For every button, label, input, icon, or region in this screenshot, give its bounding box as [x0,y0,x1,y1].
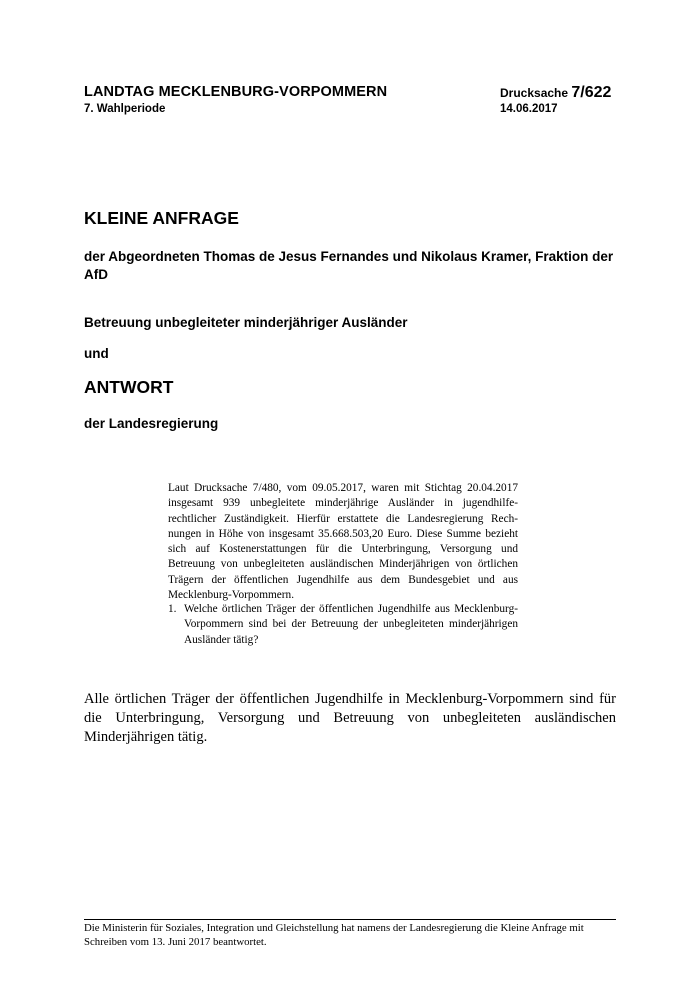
question-text: Welche örtlichen Träger der öffentlichen Jugendhilfe aus Mecklenburg-Vorpommern sind bei der Betreuung der unbegleiteten minderjährigen Ausländer tätig? [184,603,518,646]
answer-title: ANTWORT [84,377,174,397]
answer-by-line: der Landesregierung [84,416,219,431]
question-number: 1. [168,603,177,615]
footer-note: Die Ministerin für Soziales, Integration und Gleichstellung hat namens der Landesregierung die Kleine Anfrage mit Schreiben vom 13. Juni 2017 beantwortet. [84,922,584,948]
document-header-right [500,84,611,115]
legislative-period: 7. Wahlperiode [84,103,166,115]
drucksache-line [500,84,611,102]
document-header-left [84,84,387,115]
document-type-title: KLEINE ANFRAGE [84,208,239,228]
drucksache-number: 7/622 [571,84,612,101]
document-date: 14.06.2017 [500,103,558,115]
question-item [168,602,518,648]
footer-divider [84,919,616,920]
subject-line: Betreuung unbegleiteter minderjähriger Ausländer [84,315,408,330]
connector-text: und [84,346,109,361]
question-preamble: Laut Drucksache 7/480, vom 09.05.2017, waren mit Stichtag 20.04.2017 insgesamt 939 unbegleitete minderjährige Ausländer in jugendhilfe-rechtlicher Zuständigkeit. Hierfür erstattete die Landesregierung Rech-nungen in Höhe von insgesamt 35.668.503,20 Euro. Diese Summe bezieht sich auf Kostenerstattungen für die Unterbringung, Versorgung und Betreuung von unbegleiteten ausländischen Minderjährigen von örtlichen Trägern der öffentlichen Jugendhilfe aus dem Bundesgebiet und aus Mecklenburg-Vorpommern. [168,482,518,602]
answer-paragraph: Alle örtlichen Träger der öffentlichen Jugendhilfe in Mecklenburg-Vorpommern sind für die Unterbringung, Versorgung und Betreuung von unbegleiteten ausländischen Minderjährigen tätig. [84,691,616,746]
parliament-name: LANDTAG MECKLENBURG-VORPOMMERN [84,84,388,100]
drucksache-label: Drucksache [500,86,569,100]
authors-line: der Abgeordneten Thomas de Jesus Fernandes und Nikolaus Kramer, Fraktion der AfD [84,249,614,282]
